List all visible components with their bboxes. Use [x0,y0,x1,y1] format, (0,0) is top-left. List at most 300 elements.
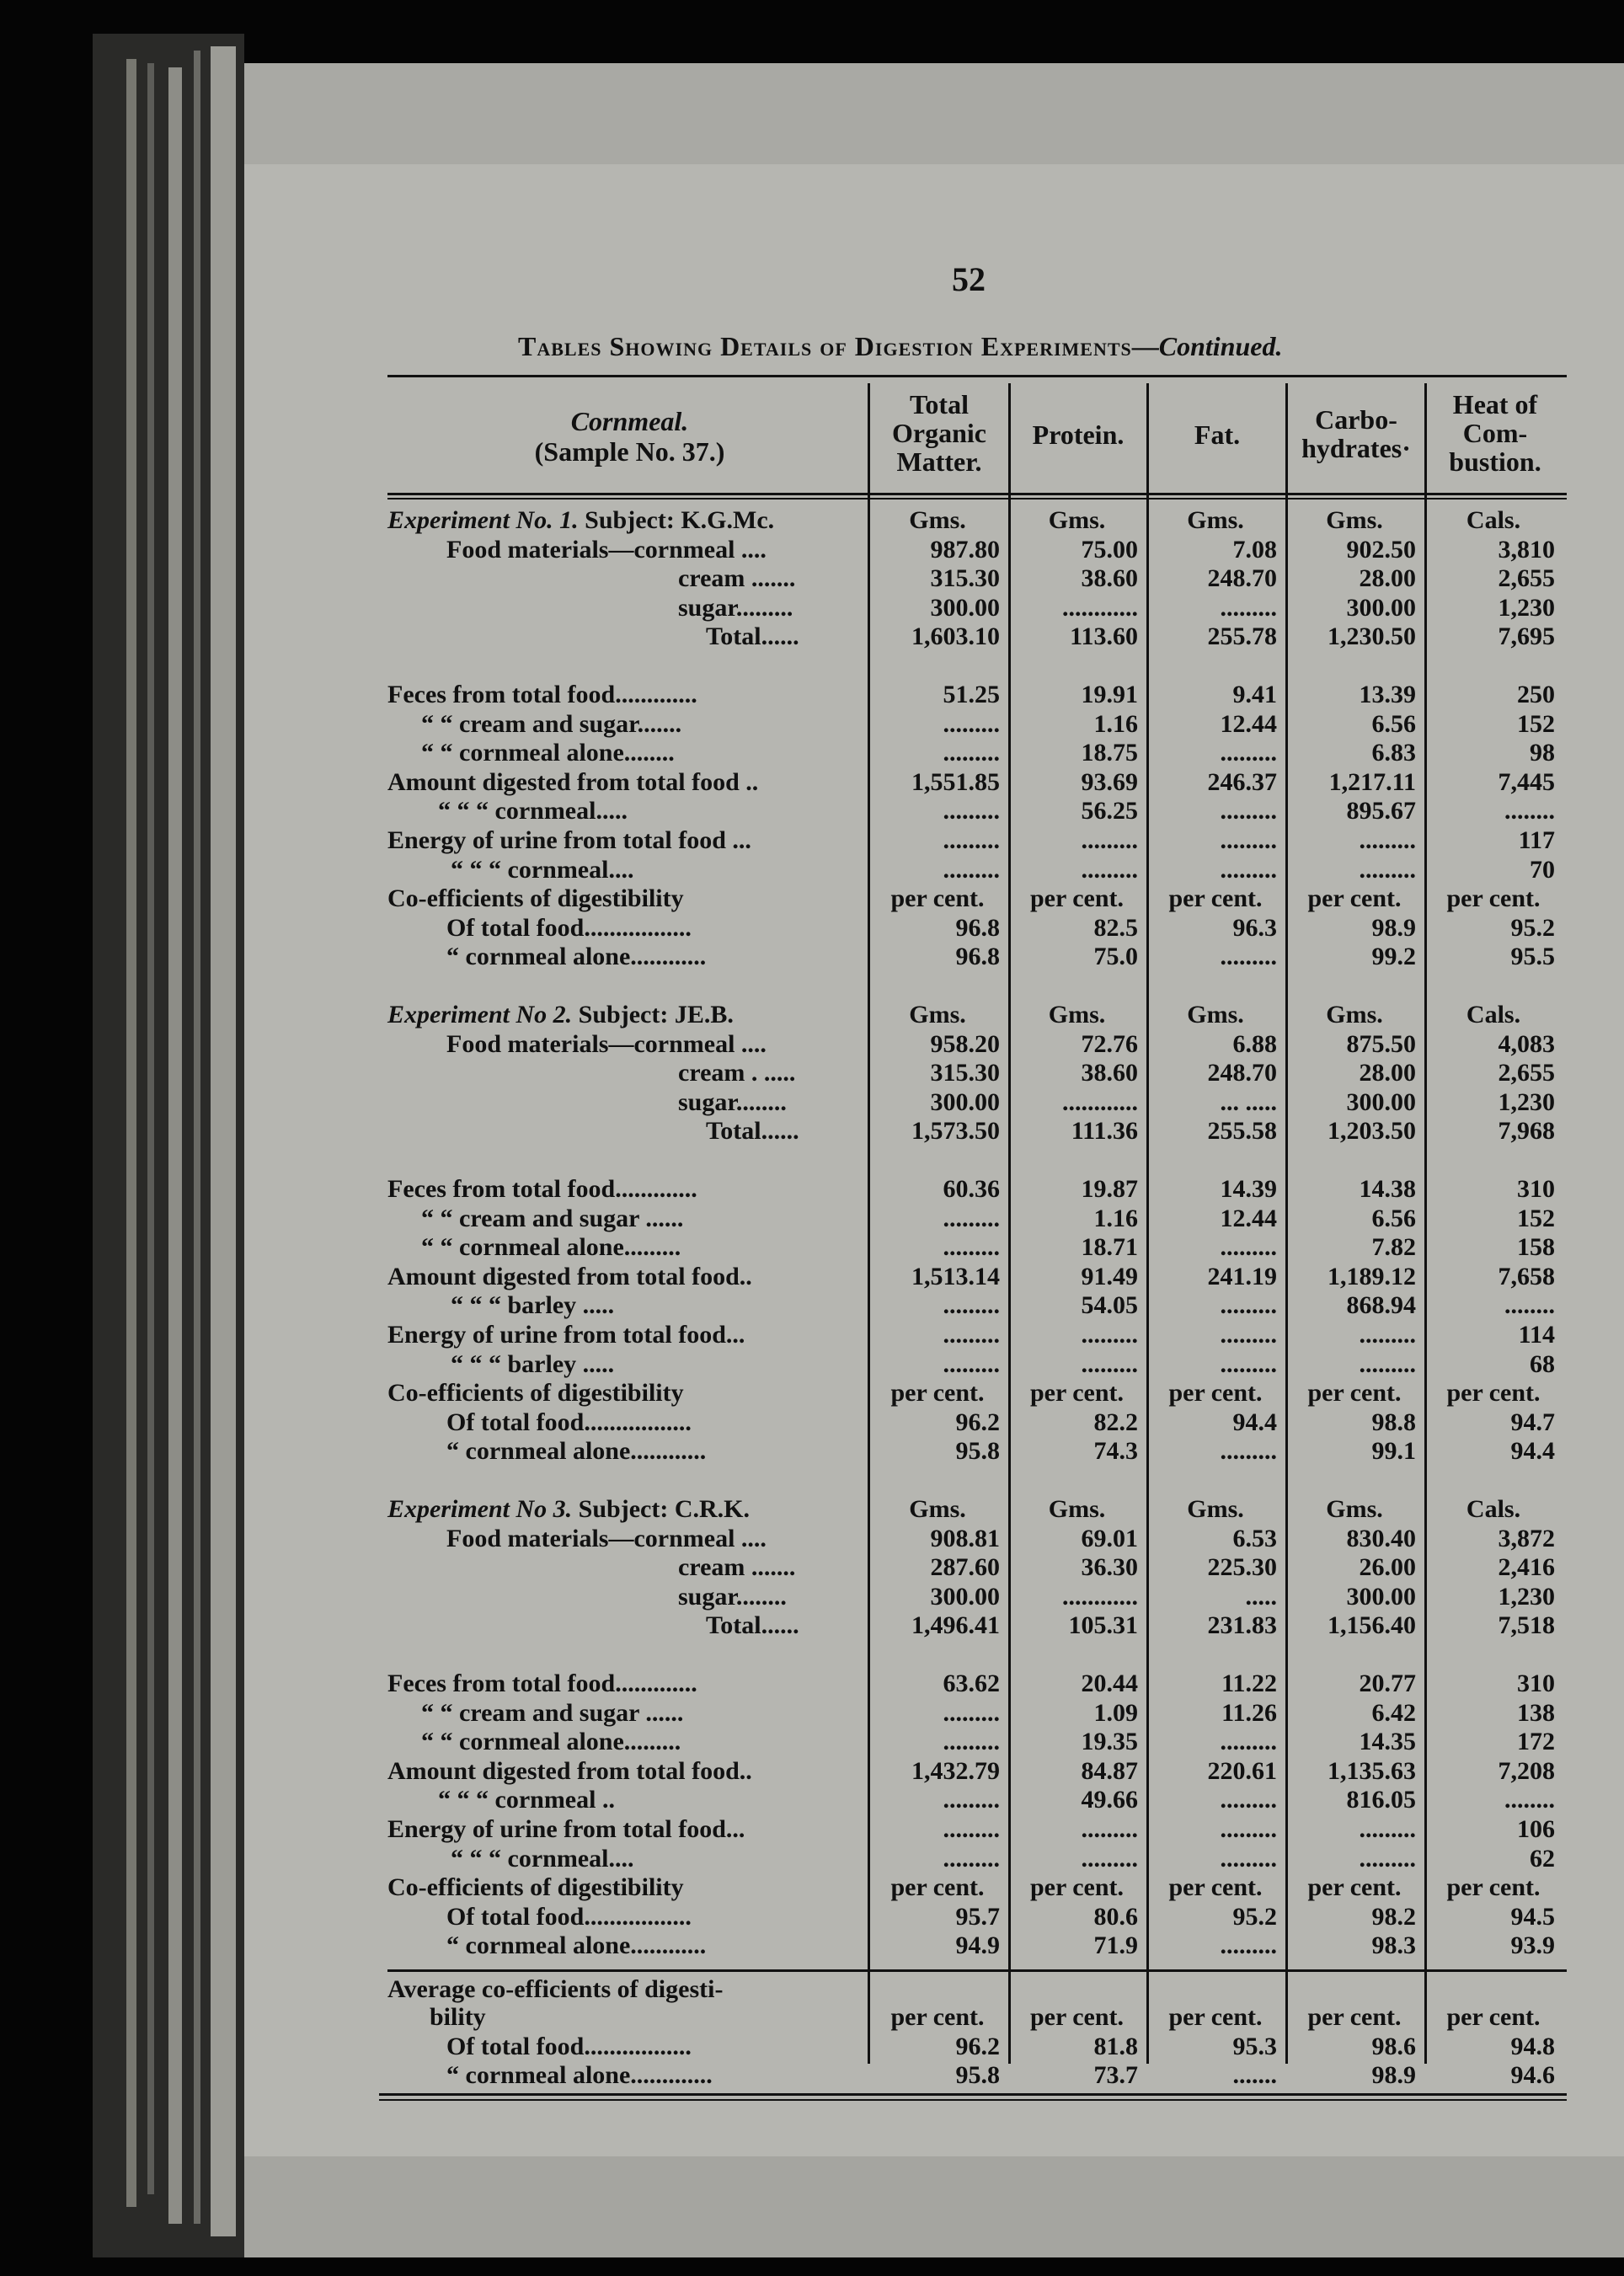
table-cell: ......... [1081,1349,1138,1378]
table-cell: 98.9 [1371,2061,1416,2090]
row-label: sugar........ [678,1087,787,1116]
header-col4 [1289,405,1424,462]
table-cell: per cent. [1446,1379,1541,1408]
table-cell: 1,203.50 [1328,1117,1416,1146]
table-cell: 96.2 [955,1408,1000,1436]
table-cell: 830.40 [1346,1524,1416,1552]
table-cell: per cent. [1446,884,1541,913]
header-col5 [1428,390,1563,476]
header-col4-line2: hydrates· [1301,433,1411,463]
table-cell: Gms. [1187,506,1244,534]
table-cell: 255.58 [1207,1117,1277,1146]
table-cell: 38.60 [1081,1059,1138,1087]
table-cell: ......... [1220,1728,1277,1756]
table-cell: ......... [1359,826,1416,854]
table-cell: ......... [1220,593,1277,622]
table-cell: 902.50 [1346,535,1416,564]
table-cell: 225.30 [1207,1553,1277,1582]
table-cell: ............ [1062,1582,1138,1611]
table-cell: ........ [1504,797,1555,825]
table-cell: 99.2 [1371,943,1416,971]
table-cell: 99.1 [1371,1437,1416,1466]
table-cell: 1.09 [1093,1698,1138,1727]
table-cell: 248.70 [1207,564,1277,593]
table-cell: per cent. [1168,884,1263,913]
header-col5-line1: Heat of [1452,389,1538,419]
table-cell: ......... [1220,1349,1277,1378]
row-label: Total...... [706,1117,799,1146]
table-cell: ........ [1504,1786,1555,1814]
row-label: Feces from total food............. [387,1670,697,1697]
header-sample: (Sample No. 37.) [534,436,725,467]
table-cell: 70 [1530,855,1555,884]
table-cell: 1,230.50 [1328,622,1416,651]
row-label: Total...... [706,1611,799,1640]
table-cell: 91.49 [1081,1262,1138,1290]
table-cell: 1,230 [1498,1087,1555,1116]
table-cell: 94.4 [1232,1408,1277,1436]
table-cell: ......... [943,1233,1000,1262]
table-cell: 28.00 [1359,1059,1416,1087]
caption-rule [387,375,1567,377]
table-cell: 98.2 [1371,1902,1416,1931]
table-cell: 231.83 [1207,1611,1277,1640]
table-cell: ......... [943,1321,1000,1349]
table-cell: 75.0 [1093,943,1138,971]
table-cell: 11.22 [1221,1670,1277,1697]
table-cell: per cent. [1307,1379,1402,1408]
table-cell: 95.7 [955,1902,1000,1931]
row-label: “ cornmeal alone............. [446,2061,713,2090]
table-cell: Gms. [1048,506,1106,534]
table-cell: 241.19 [1207,1262,1277,1290]
row-label: “ “ cream and sugar....... [421,709,682,738]
experiment-number: Experiment No 2. [387,1001,573,1028]
table-cell: 56.25 [1081,797,1138,825]
table-cell: 7,208 [1498,1756,1555,1785]
table-cell: 98 [1530,739,1555,767]
table-cell: 84.87 [1081,1756,1138,1785]
table-cell: per cent. [890,884,985,913]
table-cell: 246.37 [1207,767,1277,796]
table-cell: 94.6 [1510,2061,1555,2090]
table-cell: 95.2 [1510,913,1555,942]
row-label: “ cornmeal alone............ [446,1437,707,1466]
table-cell: 82.2 [1093,1408,1138,1436]
row-label: “ “ “ cornmeal.... [451,1844,634,1873]
table-cell: 2,655 [1498,564,1555,593]
table-cell: ......... [943,1291,1000,1320]
table-cell: 95.2 [1232,1902,1277,1931]
table-cell: ......... [1220,855,1277,884]
table-cell: 36.30 [1081,1553,1138,1582]
table-cell: 95.3 [1232,2032,1277,2060]
table-cell: Gms. [1048,1495,1106,1523]
table-cell: ............ [1062,593,1138,622]
table-cell: 1,156.40 [1328,1611,1416,1640]
row-label: “ “ cornmeal alone........ [421,739,675,767]
table-cell: 138 [1517,1698,1555,1727]
header-rule-2 [387,498,1567,500]
row-label: “ “ cream and sugar ...... [421,1698,684,1727]
table-cell: Gms. [1326,1001,1383,1028]
table-cell: 250 [1517,681,1555,708]
table-cell: ......... [1220,1437,1277,1466]
row-label: “ cornmeal alone............ [446,1931,707,1960]
table-cell: ......... [1220,1844,1277,1873]
table-cell: 300.00 [1346,593,1416,622]
table-cell: per cent. [1029,1379,1125,1408]
table-cell: 111.36 [1071,1117,1138,1146]
table-cell: 158 [1517,1233,1555,1262]
bottom-rule-2 [379,2099,1567,2101]
table-cell: 71.9 [1093,1931,1138,1960]
header-col2: Protein. [1032,419,1125,450]
table-cell: 18.71 [1081,1233,1138,1262]
table-cell: ... ..... [1220,1087,1277,1116]
table-cell: ......... [1220,1233,1277,1262]
table-cell: 95.8 [955,2061,1000,2090]
table-cell: 28.00 [1359,564,1416,593]
table-cell: ......... [1220,1291,1277,1320]
table-cell: 98.8 [1371,1408,1416,1436]
caption-main: Tables Showing Details of Digestion Experiments [518,331,1132,361]
table-cell: 11.26 [1221,1698,1277,1727]
row-label: “ “ “ barley ..... [451,1349,615,1378]
table-cell: 4,083 [1498,1029,1555,1058]
row-label: Co-efficients of digestibility [387,884,684,913]
table-cell: 1,573.50 [911,1117,1000,1146]
table-cell: 3,810 [1498,535,1555,564]
table-cell: 94.4 [1510,1437,1555,1466]
table-cell: 20.77 [1359,1670,1416,1697]
row-label: “ “ “ cornmeal.... [451,855,634,884]
experiment-subject: Subject: C.R.K. [572,1495,750,1523]
table-cell: ......... [1359,855,1416,884]
table-cell: 96.8 [955,913,1000,942]
table-cell: 300.00 [930,593,1000,622]
table-cell: 75.00 [1081,535,1138,564]
table-cell: 7.82 [1371,1233,1416,1262]
table-cell: Gms. [909,1495,966,1523]
table-cell: 1,189.12 [1328,1262,1416,1290]
table-cell: 93.69 [1081,767,1138,796]
table-cell: 94.8 [1510,2032,1555,2060]
table-cell: 114 [1518,1321,1555,1349]
table-cell: ......... [1081,855,1138,884]
row-label: Energy of urine from total food ... [387,826,751,854]
table-cell: 51.25 [943,681,1000,708]
table-cell: 1,432.79 [911,1756,1000,1785]
table-cell: ......... [1359,1349,1416,1378]
row-label: sugar......... [678,593,793,622]
table-cell: 908.81 [930,1524,1000,1552]
experiment-heading [387,1001,734,1029]
table-cell: per cent. [1029,884,1125,913]
table-cell: ......... [1220,826,1277,854]
table-cell: per cent. [1168,1873,1263,1902]
table-cell: 7,518 [1498,1611,1555,1640]
table-cell: 7,968 [1498,1117,1555,1146]
table-cell: ......... [1220,1321,1277,1349]
table-cell: 1,496.41 [911,1611,1000,1640]
table-cell: 95.8 [955,1437,1000,1466]
table-cell: 106 [1517,1815,1555,1843]
table-cell: per cent. [890,1379,985,1408]
row-label: cream . ..... [678,1059,796,1087]
table-cell: Gms. [1187,1495,1244,1523]
table-cell: 220.61 [1207,1756,1277,1785]
row-label: “ “ “ barley ..... [451,1291,615,1320]
table-cell: per cent. [1307,1873,1402,1902]
table-cell: 248.70 [1207,1059,1277,1087]
table-cell: 300.00 [1346,1087,1416,1116]
experiment-heading [387,1495,750,1524]
table-cell: 315.30 [930,1059,1000,1087]
table-cell: ......... [943,826,1000,854]
table-cell: 18.75 [1081,739,1138,767]
caption-continued: Continued. [1158,331,1283,361]
table-cell: 94.7 [1510,1408,1555,1436]
table-cell: 287.60 [930,1553,1000,1582]
table-cell: 1,217.11 [1328,767,1416,796]
table-cell: ......... [1220,1815,1277,1843]
table-cell: 310 [1517,1175,1555,1203]
table-cell: ..... [1245,1582,1277,1611]
table-cell: per cent. [890,1873,985,1902]
table-cell: 105.31 [1068,1611,1138,1640]
table-cell: 2,655 [1498,1059,1555,1087]
table-cell: 14.38 [1359,1175,1416,1203]
table-cell: 12.44 [1220,1204,1277,1232]
table-cell: 3,872 [1498,1524,1555,1552]
table-cell: ......... [943,1815,1000,1843]
table-cell: 63.62 [943,1670,1000,1697]
header-col5-line2: Com- [1462,418,1528,448]
table-cell: ......... [1220,797,1277,825]
row-label: “ “ “ cornmeal .. [438,1786,615,1814]
table-cell: ......... [1081,826,1138,854]
row-label: Of total food................. [446,913,692,942]
table-cell: ......... [943,1728,1000,1756]
table-cell: 315.30 [930,564,1000,593]
bottom-rule-1 [379,2093,1567,2096]
table-cell: ......... [1220,739,1277,767]
row-label: Amount digested from total food .. [387,767,759,796]
experiment-subject: Subject: K.G.Mc. [578,506,775,534]
table-cell: Gms. [909,506,966,534]
table-cell: 73.7 [1093,2061,1138,2090]
table-cell: 7.08 [1232,535,1277,564]
table-cell: 2,416 [1498,1553,1555,1582]
row-label: Co-efficients of digestibility [387,1873,684,1902]
table-cell: ......... [1359,1321,1416,1349]
table-cell: 60.36 [943,1175,1000,1203]
table-caption [518,331,1282,362]
row-label: Food materials—cornmeal .... [446,1029,767,1058]
row-label: Amount digested from total food.. [387,1756,752,1785]
header-rule-1 [387,493,1567,495]
table-cell: 20.44 [1081,1670,1138,1697]
table-cell: per cent. [1168,1379,1263,1408]
table-cell: 868.94 [1346,1291,1416,1320]
table-cell: ........ [1504,1291,1555,1320]
row-label: cream ....... [678,564,796,593]
table-cell: 54.05 [1081,1291,1138,1320]
table-cell: ......... [943,739,1000,767]
table-cell: ......... [1359,1815,1416,1843]
table-cell: 7,445 [1498,767,1555,796]
experiment-number: Experiment No. 1. [387,506,579,534]
table-cell: ............ [1062,1087,1138,1116]
experiment-subject: Subject: JE.B. [572,1001,734,1028]
row-label: Co-efficients of digestibility [387,1379,684,1408]
table-cell: 895.67 [1346,797,1416,825]
table-cell: 98.3 [1371,1931,1416,1960]
header-col1-line3: Matter. [896,446,982,477]
table-cell: 6.42 [1371,1698,1416,1727]
table-cell: 152 [1517,709,1555,738]
table-cell: per cent. [1446,2003,1541,2031]
table-cell: 95.5 [1510,943,1555,971]
page-number: 52 [952,260,986,298]
table-cell: 816.05 [1346,1786,1416,1814]
table-cell: ......... [943,797,1000,825]
caption-sep: — [1131,331,1159,361]
table-cell: 69.01 [1081,1524,1138,1552]
table-cell: 12.44 [1220,709,1277,738]
table-cell: 62 [1530,1844,1555,1873]
table-cell: 6.83 [1371,739,1416,767]
table-cell: per cent. [1029,2003,1125,2031]
table-cell: 1,513.14 [911,1262,1000,1290]
experiment-number: Experiment No 3. [387,1495,573,1523]
table-cell: 9.41 [1232,681,1277,708]
table-cell: 96.3 [1232,913,1277,942]
table-cell: 19.35 [1081,1728,1138,1756]
table-cell: 113.60 [1070,622,1138,651]
table-cell: ......... [1220,1931,1277,1960]
row-label: Of total food................. [446,1902,692,1931]
table-cell: 38.60 [1081,564,1138,593]
table-cell: ......... [1081,1815,1138,1843]
table-cell: 72.76 [1081,1029,1138,1058]
table-cell: 93.9 [1510,1931,1555,1960]
table-cell: 19.87 [1081,1175,1138,1203]
table-cell: 7,658 [1498,1262,1555,1290]
table-cell: Cals. [1466,506,1521,534]
table-cell: 19.91 [1081,681,1138,708]
table-cell: 172 [1517,1728,1555,1756]
table-cell: 96.8 [955,943,1000,971]
table-cell: 310 [1517,1670,1555,1697]
table-cell: 987.80 [930,535,1000,564]
table-cell: 117 [1518,826,1555,854]
table-cell: 6.88 [1232,1029,1277,1058]
table-cell: Gms. [1326,1495,1383,1523]
table-cell: Cals. [1466,1001,1521,1028]
table-cell: 94.5 [1510,1902,1555,1931]
table-cell: 1,230 [1498,593,1555,622]
table-cell: 1,551.85 [911,767,1000,796]
table-cell: 80.6 [1093,1902,1138,1931]
table-cell: 98.6 [1371,2032,1416,2060]
header-col4-line1: Carbo- [1315,404,1397,435]
table-cell: 300.00 [1346,1582,1416,1611]
table-cell: 300.00 [930,1582,1000,1611]
table-cell: per cent. [1307,884,1402,913]
table-cell: 255.78 [1207,622,1277,651]
table-cell: 152 [1517,1204,1555,1232]
table-cell: per cent. [1168,2003,1263,2031]
average-label-2: bility [430,2003,486,2031]
row-label: Of total food................. [446,2032,692,2060]
table-cell: Gms. [1326,506,1383,534]
table-cell: ......... [943,1698,1000,1727]
table-cell: 6.56 [1371,709,1416,738]
table-cell: ......... [943,1844,1000,1873]
table-cell: ......... [943,1786,1000,1814]
table-cell: ......... [1220,1786,1277,1814]
table-cell: 98.9 [1371,913,1416,942]
table-cell: ......... [943,1349,1000,1378]
row-label: Feces from total food............. [387,1175,697,1203]
table-cell: 1.16 [1093,1204,1138,1232]
average-rule [387,1969,1567,1972]
table-cell: 74.3 [1093,1437,1138,1466]
table-cell: 300.00 [930,1087,1000,1116]
table-cell: per cent. [1307,2003,1402,2031]
table-cell: ......... [1220,943,1277,971]
row-label: Energy of urine from total food... [387,1815,745,1843]
experiment-heading [387,506,774,535]
table-cell: 68 [1530,1349,1555,1378]
table-cell: 875.50 [1346,1029,1416,1058]
table-cell: ......... [1081,1321,1138,1349]
table-cell: per cent. [1446,1873,1541,1902]
row-label: Food materials—cornmeal .... [446,1524,767,1552]
row-label: “ “ cornmeal alone......... [421,1728,681,1756]
table-cell: ......... [1081,1844,1138,1873]
table-cell: 14.39 [1220,1175,1277,1203]
row-label: Energy of urine from total food... [387,1321,745,1349]
table-cell: 13.39 [1359,681,1416,708]
table-cell: 82.5 [1093,913,1138,942]
table-cell: 94.9 [955,1931,1000,1960]
row-label: “ “ cream and sugar ...... [421,1204,684,1232]
row-label: “ “ “ cornmeal..... [438,797,628,825]
table-cell: 1,135.63 [1328,1756,1416,1785]
table-cell: 14.35 [1359,1728,1416,1756]
table-cell: 1,603.10 [911,622,1000,651]
header-cornmeal: Cornmeal. [570,406,689,436]
row-label: cream ....... [678,1553,796,1582]
table-cell: 81.8 [1093,2032,1138,2060]
table-cell: Gms. [1048,1001,1106,1028]
header-col1 [872,390,1007,476]
table-cell: 96.2 [955,2032,1000,2060]
table-cell: 26.00 [1359,1553,1416,1582]
row-label: “ “ cornmeal alone......... [421,1233,681,1262]
header-col1-line2: Organic [892,418,986,448]
table-cell: Cals. [1466,1495,1521,1523]
table-cell: ......... [1359,1844,1416,1873]
table-cell: per cent. [1029,1873,1125,1902]
table-cell: 1.16 [1093,709,1138,738]
row-label: Feces from total food............. [387,681,697,708]
table-cell: ......... [943,709,1000,738]
table-cell: 958.20 [930,1029,1000,1058]
